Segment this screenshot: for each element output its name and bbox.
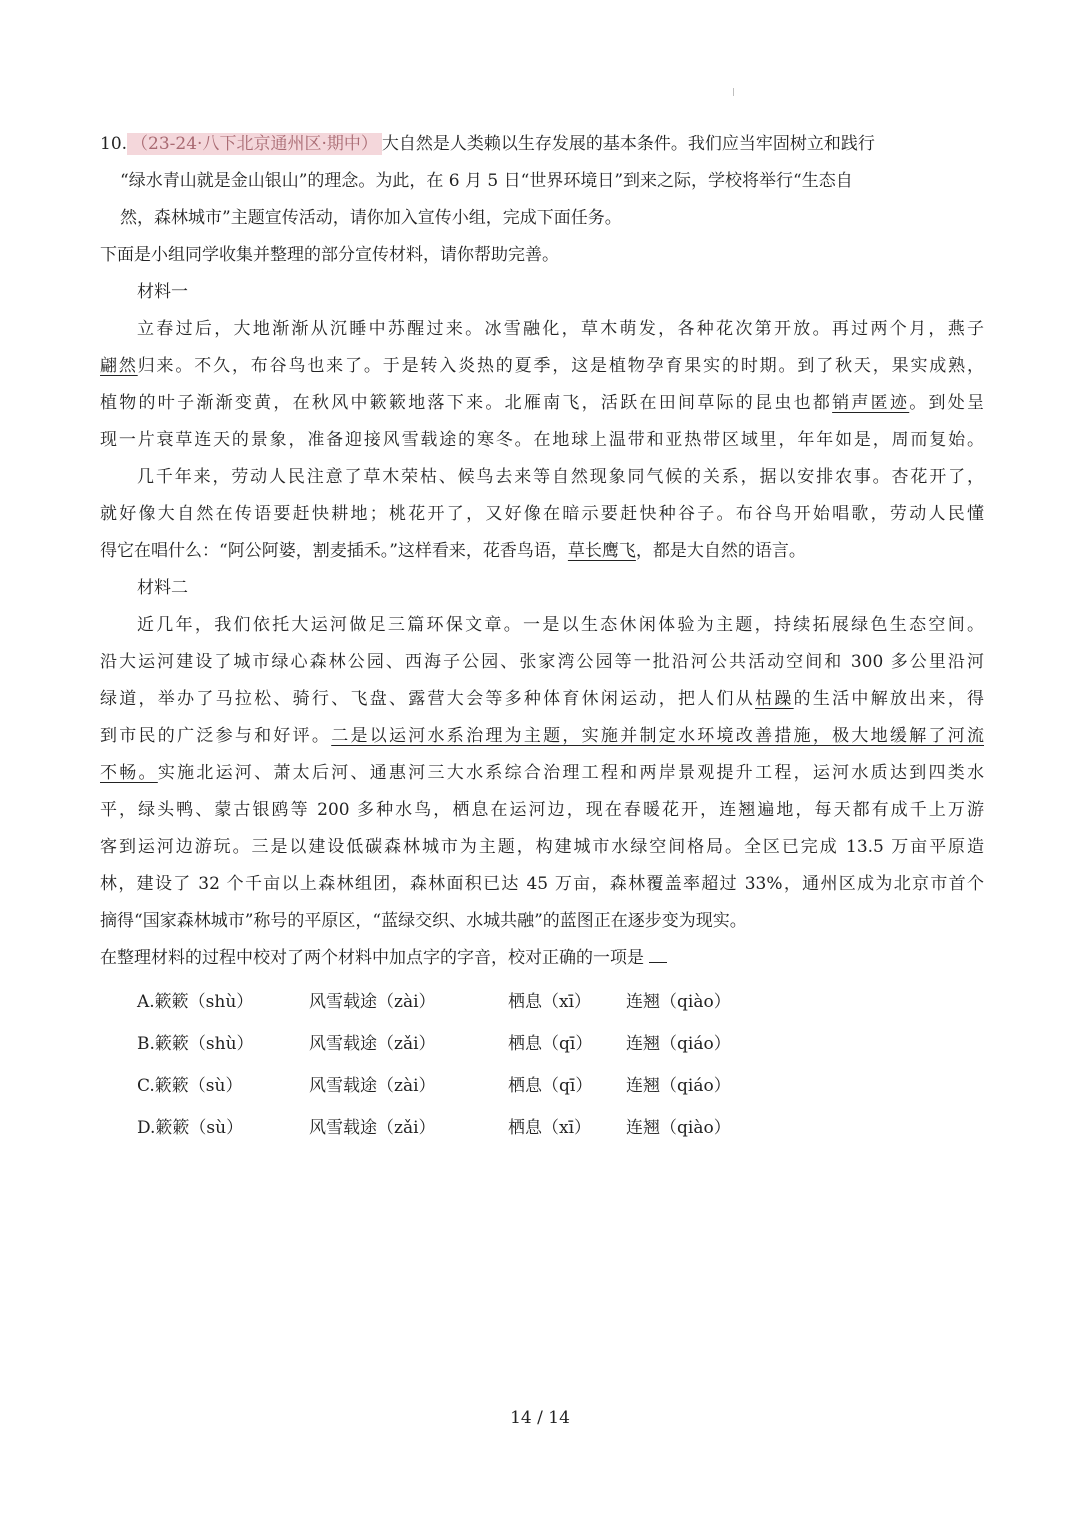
material-1-line — [100, 385, 984, 422]
underlined-word: 翩然 — [100, 356, 138, 376]
material-2-title: 材料二 — [137, 578, 188, 598]
option-a-part-3: 栖息（xī） — [508, 992, 592, 1012]
option-d-part-2: 风雪载途（zǎi） — [309, 1118, 436, 1138]
material-2-line — [100, 718, 984, 755]
text-span: 得它在唱什么：“阿公阿婆，割麦插禾。”这样看来，花香鸟语， — [100, 541, 568, 561]
material-2-line: 近几年，我们依托大运河做足三篇环保文章。一是以生态休闲体验为主题，持续拓展绿色生态空间。 — [137, 615, 984, 635]
material-1-line — [100, 348, 984, 385]
option-d-part-3: 栖息（xī） — [508, 1118, 592, 1138]
option-b-part-4: 连翘（qiáo） — [626, 1034, 731, 1054]
option-d[interactable] — [100, 1107, 984, 1149]
question-number: 10. — [100, 134, 128, 154]
text-span: 绿道，举办了马拉松、骑行、飞盘、露营大会等多种体育休闲运动，把人们从 — [100, 689, 756, 709]
material-1-line: 几千年来，劳动人民注意了草木荣枯、候鸟去来等自然现象同气候的关系，据以安排农事。杏花开了， — [137, 467, 984, 487]
option-a[interactable] — [100, 981, 984, 1023]
options-list — [100, 981, 984, 1149]
text-span: 。到处呈 — [909, 393, 985, 413]
text-span: 的生活中解放出来，得 — [793, 689, 985, 709]
text-span: 到市民的广泛参与和好评。 — [100, 726, 332, 746]
prompt-text: 在整理材料的过程中校对了两个材料中加点字的字音，校对正确的一项是 — [100, 948, 644, 968]
material-2-line: 沿大运河建设了城市绿心森林公园、西海子公园、张家湾公园等一批沿河公共活动空间和 300 多公里沿河 — [100, 652, 984, 672]
header-mark — [733, 88, 734, 96]
option-a-part-4: 连翘（qiào） — [626, 992, 731, 1012]
underlined-word: 枯躁 — [755, 689, 794, 709]
source-tag: （23-24·八下北京通州区·期中） — [127, 133, 382, 155]
answer-blank[interactable] — [649, 948, 667, 963]
material-1-title: 材料一 — [137, 282, 188, 302]
material-1-line: 立春过后，大地渐渐从沉睡中苏醒过来。冰雪融化，草木萌发，各种花次第开放。再过两个月，燕子 — [137, 319, 984, 339]
text-span: 归来。不久，布谷鸟也来了。于是转入炎热的夏季，这是植物孕育果实的时期。到了秋天，果实成熟， — [137, 356, 985, 376]
material-2-line: 平，绿头鸭、蒙古银鸥等 200 多种水鸟，栖息在运河边，现在春暖花开，连翘遍地，每天都有成千上万游 — [100, 800, 984, 820]
text-span: 植物的叶子渐渐变黄，在秋风中簌簌地落下来。北雁南飞，活跃在田间草际的昆虫也都 — [100, 393, 833, 413]
question-line-1 — [100, 126, 984, 163]
material-2-line: 摘得“国家森林城市”称号的平原区，“蓝绿交织、水城共融”的蓝图正在逐步变为现实。 — [100, 911, 747, 931]
underlined-word: 草长鹰飞 — [567, 541, 636, 561]
option-a-part-2: 风雪载途（zài） — [309, 992, 436, 1012]
option-b-part-3: 栖息（qī） — [508, 1034, 593, 1054]
material-1-line — [100, 533, 984, 570]
question-line-2: “绿水青山就是金山银山”的理念。为此，在 6 月 5 日“世界环境日”到来之际，学校将举行“生态自 — [120, 171, 853, 191]
option-b-part-1: B.簌簌（shù） — [137, 1034, 254, 1054]
question-text-1: 大自然是人类赖以生存发展的基本条件。我们应当牢固树立和践行 — [381, 134, 875, 154]
material-2-line — [100, 681, 984, 718]
option-c-part-4: 连翘（qiáo） — [626, 1076, 731, 1096]
question-body — [100, 126, 984, 1149]
option-c[interactable] — [100, 1065, 984, 1107]
option-b-part-2: 风雪载途（zǎi） — [309, 1034, 436, 1054]
option-a-part-1: A.簌簌（shù） — [137, 992, 254, 1012]
text-span: ，都是大自然的语言。 — [635, 541, 806, 561]
underlined-word: 销声匿迹 — [832, 393, 910, 413]
page-number: 14 / 14 — [510, 1408, 570, 1428]
option-d-part-1: D.簌簌（sù） — [137, 1118, 244, 1138]
question-line-3: 然，森林城市”主题宣传活动，请你加入宣传小组，完成下面任务。 — [120, 208, 622, 228]
intro-text: 下面是小组同学收集并整理的部分宣传材料，请你帮助完善。 — [100, 245, 559, 265]
material-2-line — [100, 755, 984, 792]
option-c-part-3: 栖息（qī） — [508, 1076, 593, 1096]
underlined-sentence: 不畅。 — [100, 763, 158, 783]
underlined-sentence: 二是以运河水系治理为主题，实施并制定水环境改善措施，极大地缓解了河流 — [331, 726, 985, 746]
material-2-line: 林，建设了 32 个千亩以上森林组团，森林面积已达 45 万亩，森林覆盖率超过 33%，通州区成为北京市首个 — [100, 874, 984, 894]
option-c-part-1: C.簌簌（sù） — [137, 1076, 243, 1096]
material-1-line: 现一片衰草连天的景象，准备迎接风雪载途的寒冬。在地球上温带和亚热带区域里，年年如是，周而复始。 — [100, 430, 984, 450]
option-b[interactable] — [100, 1023, 984, 1065]
text-span: 实施北运河、萧太后河、通惠河三大水系综合治理工程和两岸景观提升工程，运河水质达到四类水 — [157, 763, 985, 783]
material-1-line: 就好像大自然在传语要赶快耕地；桃花开了，又好像在暗示要赶快种谷子。布谷鸟开始唱歌，劳动人民懂 — [100, 504, 984, 524]
option-d-part-4: 连翘（qiào） — [626, 1118, 731, 1138]
material-2-line: 客到运河边游玩。三是以建设低碳森林城市为主题，构建城市水绿空间格局。全区已完成 13.5 万亩平原造 — [100, 837, 984, 857]
option-c-part-2: 风雪载途（zài） — [309, 1076, 436, 1096]
question-prompt — [100, 940, 984, 977]
